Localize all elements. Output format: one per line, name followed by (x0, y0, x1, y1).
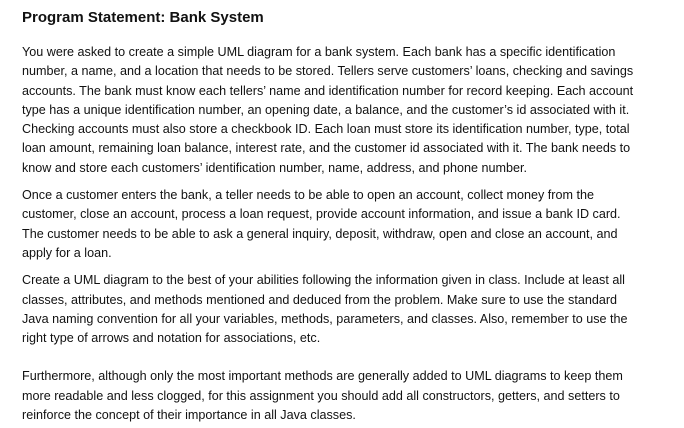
page-title: Program Statement: Bank System (22, 9, 264, 26)
paragraph-requirements: You were asked to create a simple UML diagram for a bank system. Each bank has a specific identification number, a name, and a location that needs to be stored. Tellers serve customers’ loans, checking and savings accounts. The bank must know each tellers’ name and identification number for record keeping. Each account type has a unique identification number, an opening date, a balance, and the customer’s id associated with it. Checking accounts must also store a checkbook ID. Each loan must store its identification number, type, total loan amount, remaining loan balance, interest rate, and the customer id associated with it. The bank needs to know and store each customers’ identification number, name, address, and phone number. (22, 45, 634, 175)
paragraph-interactions: Once a customer enters the bank, a teller needs to be able to open an account, collect money from the customer, close an account, process a loan request, provide account information, and issue a bank ID card. The customer needs to be able to ask a general inquiry, deposit, withdraw, open and close an account, and apply for a loan. (22, 188, 621, 260)
paragraph-instructions: Create a UML diagram to the best of your abilities following the information given in class. Include at least all classes, attributes, and methods mentioned and deduced from the problem. Make sure to use the standard Java naming convention for all your variables, methods, parameters, and classes. Also, remember to use the right type of arrows and notation for associations, etc. (22, 273, 628, 346)
paragraph-spacer (22, 178, 672, 186)
paragraph-furthermore: Furthermore, although only the most important methods are generally added to UML diagrams to keep them more readable and less clogged, for this assignment you should add all constructors, getters, and setters to reinforce the concept of their importance in all Java classes. (22, 369, 623, 423)
paragraph-spacer (22, 348, 672, 367)
paragraph-spacer (22, 263, 672, 271)
